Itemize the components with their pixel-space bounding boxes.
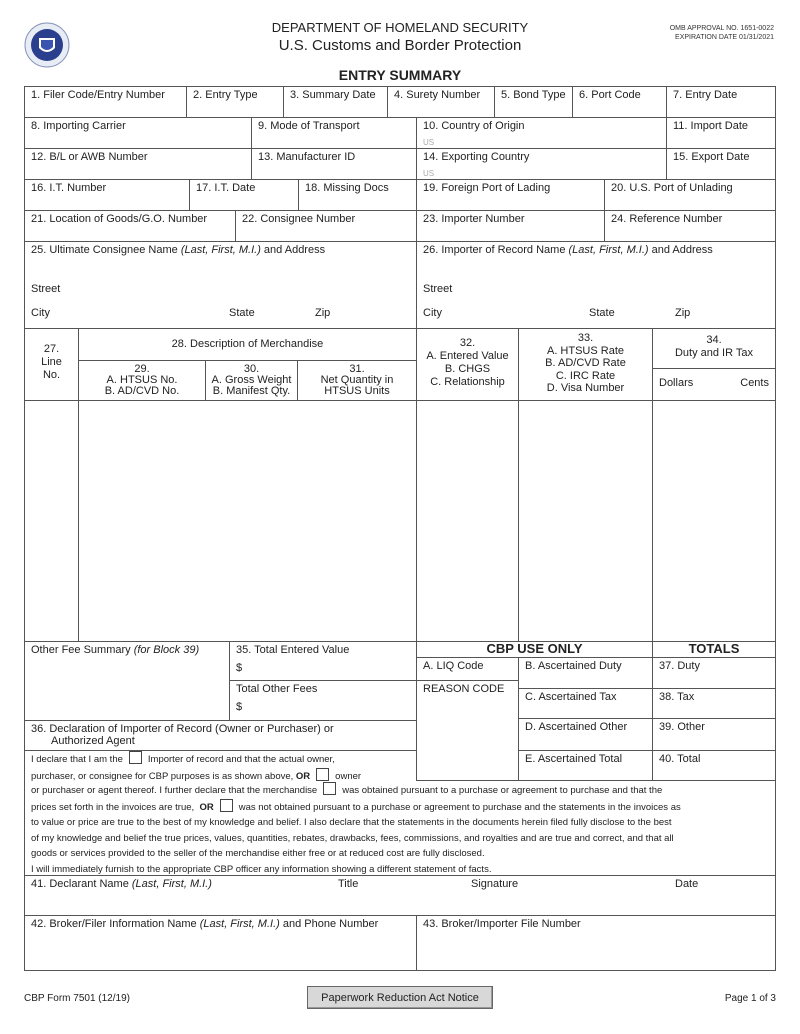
ascertained-other[interactable]	[518, 718, 653, 751]
label: 17. I.T. Date	[196, 182, 256, 194]
entered-value-column[interactable]	[416, 400, 519, 642]
label: 42. Broker/Filer Information Name	[31, 918, 200, 930]
text: purchaser, or consignee for CBP purposes is as shown above,	[31, 770, 294, 782]
omb-info	[670, 24, 774, 42]
field-17[interactable]	[189, 179, 299, 211]
label: 26. Importer of Record Name	[423, 244, 566, 256]
label: 25. Ultimate Consignee Name	[31, 244, 178, 256]
label: 10. Country of Origin	[423, 120, 525, 132]
label: 15. Export Date	[673, 151, 750, 163]
not-obtained-checkbox[interactable]	[220, 799, 233, 812]
field-7[interactable]	[666, 86, 776, 118]
col-31-header: 31. Net Quantity in HTSUS Units	[297, 360, 417, 401]
city-label: City	[423, 307, 442, 319]
field-38[interactable]	[652, 688, 776, 719]
col-34-subheader	[652, 368, 776, 401]
field-25[interactable]	[24, 241, 417, 329]
description-column[interactable]	[78, 400, 417, 642]
label: 12. B/L or AWB Number	[31, 151, 148, 163]
label-tail: and Address	[260, 244, 326, 256]
field-36	[24, 720, 417, 751]
expiration-date: EXPIRATION DATE 01/31/2021	[675, 34, 774, 41]
label: 39. Other	[659, 721, 705, 733]
label: 36. Declaration of Importer of Record (Owner or Purchaser) or	[31, 723, 334, 735]
label: 37. Duty	[659, 660, 700, 672]
field-6[interactable]	[572, 86, 667, 118]
field-2[interactable]	[186, 86, 284, 118]
label: C. Ascertained Tax	[525, 691, 617, 703]
text: I will immediately furnish to the appropriate CBP officer any information showing a different statement of facts.	[31, 863, 492, 875]
text: I declare that I am the	[31, 754, 123, 765]
label: 38. Tax	[659, 691, 695, 703]
field-15[interactable]	[666, 148, 776, 180]
importer-checkbox[interactable]	[129, 751, 142, 764]
omb-approval: OMB APPROVAL NO. 1651-0022	[669, 25, 774, 32]
country-hint: US	[423, 138, 435, 147]
or-label: OR	[295, 770, 311, 782]
label: 5. Bond Type	[501, 89, 566, 101]
label: 24. Reference Number	[611, 213, 723, 225]
city-label: City	[31, 307, 50, 319]
col-29-header: 29. A. HTSUS No. B. AD/CVD No.	[78, 360, 206, 401]
page-number: Page 1 of 3	[724, 993, 776, 1004]
label: Total Other Fees	[236, 683, 318, 695]
label: 6. Port Code	[579, 89, 641, 101]
field-26[interactable]	[416, 241, 776, 329]
cents-label: Cents	[740, 377, 769, 389]
field-42[interactable]	[24, 915, 417, 971]
col-34-header: 34. Duty and IR Tax	[652, 328, 776, 369]
col-27-header: 27. Line No.	[24, 328, 79, 401]
text: goods or services provided to the seller of the merchandise either free or at reduced cost are fully disclosed.	[31, 848, 485, 859]
field-22[interactable]	[235, 210, 417, 242]
label: 8. Importing Carrier	[31, 120, 126, 132]
country-hint: US	[423, 169, 435, 178]
obtained-checkbox[interactable]	[323, 782, 336, 795]
field-10[interactable]	[416, 117, 667, 149]
dollar-sign: $	[236, 701, 243, 713]
ascertained-tax[interactable]	[518, 688, 653, 719]
col-28-header: 28. Description of Merchandise	[78, 328, 417, 361]
field-16[interactable]	[24, 179, 190, 211]
declaration-text-top	[31, 751, 411, 784]
label: D. Ascertained Other	[525, 721, 628, 733]
field-37[interactable]	[652, 657, 776, 689]
label-italic: (Last, First, M.I.)	[199, 918, 280, 930]
field-19[interactable]	[416, 179, 605, 211]
street-label: Street	[31, 283, 61, 295]
field-9[interactable]	[251, 117, 417, 149]
col-32-header: 32. A. Entered Value B. CHGS C. Relationship	[416, 328, 519, 401]
label: 40. Total	[659, 753, 701, 765]
label: 35. Total Entered Value	[236, 644, 350, 656]
form-title: ENTRY SUMMARY	[338, 67, 462, 83]
label: E. Ascertained Total	[525, 753, 623, 765]
date-label: Date	[675, 878, 699, 890]
label-2: Authorized Agent	[51, 735, 135, 747]
field-24[interactable]	[604, 210, 776, 242]
street-label: Street	[423, 283, 453, 295]
label: 3. Summary Date	[290, 89, 376, 101]
field-3[interactable]	[283, 86, 388, 118]
field-35[interactable]	[229, 641, 417, 681]
label: 7. Entry Date	[673, 89, 738, 101]
field-12[interactable]	[24, 148, 252, 180]
text: to value or price are true to the best of my knowledge and belief. I also declare that the statements in the documents herein filed fully disclose to the best	[31, 817, 672, 828]
field-21[interactable]	[24, 210, 236, 242]
text: or purchaser or agent thereof. I further declare that the merchandise	[31, 785, 318, 796]
label: A. LIQ Code	[423, 660, 484, 672]
declaration-text	[31, 782, 776, 877]
field-20[interactable]	[604, 179, 776, 211]
label-italic: (Last, First, M.I.)	[180, 244, 261, 256]
field-39[interactable]	[652, 718, 776, 751]
label-tail: and Phone Number	[279, 918, 379, 930]
total-other-fees[interactable]	[229, 680, 417, 721]
label: B. Ascertained Duty	[525, 660, 622, 672]
label-italic: (for Block 39)	[133, 644, 200, 656]
col-33-header: 33. A. HTSUS Rate B. AD/CVD Rate C. IRC Rate D. Visa Number	[518, 328, 653, 401]
text: of my knowledge and belief the true prices, values, quantities, rebates, drawbacks, fees, commissions, and royalties and are true and correct, and that all	[31, 832, 674, 844]
zip-label: Zip	[315, 307, 331, 319]
line-no-column[interactable]	[24, 400, 79, 642]
col-30-header: 30. A. Gross Weight B. Manifest Qty.	[205, 360, 298, 401]
label: Other Fee Summary	[31, 644, 134, 656]
text: Importer of record and that the actual owner,	[147, 754, 335, 765]
department-name: DEPARTMENT OF HOMELAND SECURITY	[271, 20, 529, 35]
label: 19. Foreign Port of Lading	[423, 182, 551, 194]
totals-header: TOTALS	[652, 641, 776, 658]
field-13[interactable]	[251, 148, 417, 180]
text: prices set forth in the invoices are true,	[31, 801, 195, 813]
or-label: OR	[199, 801, 214, 813]
owner-checkbox[interactable]	[316, 768, 329, 781]
label: 9. Mode of Transport	[258, 120, 360, 132]
label: 13. Manufacturer ID	[258, 151, 356, 163]
label: 23. Importer Number	[423, 213, 525, 225]
zip-label: Zip	[675, 307, 691, 319]
field-5[interactable]	[494, 86, 573, 118]
rate-column[interactable]	[518, 400, 653, 642]
paperwork-reduction-act-button[interactable]: Paperwork Reduction Act Notice	[307, 986, 493, 1009]
label: 43. Broker/Importer File Number	[423, 918, 581, 930]
label: 2. Entry Type	[193, 89, 258, 101]
dollar-sign: $	[236, 662, 243, 674]
label: 16. I.T. Number	[31, 182, 107, 194]
label: 41. Declarant Name	[31, 878, 132, 890]
ascertained-duty[interactable]	[518, 657, 653, 689]
other-fee-summary[interactable]	[24, 641, 230, 721]
label: 18. Missing Docs	[305, 182, 389, 194]
label: REASON CODE	[423, 683, 505, 695]
label-tail: and Address	[648, 244, 713, 256]
text: owner	[335, 770, 362, 782]
title-label: Title	[338, 878, 359, 890]
field-43[interactable]	[416, 915, 776, 971]
dollars-label: Dollars	[659, 377, 694, 389]
label: 11. Import Date	[673, 120, 748, 132]
state-label: State	[589, 307, 615, 319]
field-4[interactable]	[387, 86, 495, 118]
label: 1. Filer Code/Entry Number	[31, 89, 165, 101]
field-14[interactable]	[416, 148, 667, 180]
form-number: CBP Form 7501 (12/19)	[24, 993, 130, 1004]
state-label: State	[229, 307, 255, 319]
field-23[interactable]	[416, 210, 605, 242]
label: 22. Consignee Number	[242, 213, 356, 225]
signature-label: Signature	[471, 878, 519, 890]
label-italic: (Last, First, M.I.)	[131, 878, 212, 890]
field-41[interactable]	[24, 875, 776, 916]
agency-name: U.S. Customs and Border Protection	[278, 37, 522, 54]
cbp-use-only-header: CBP USE ONLY	[416, 641, 653, 658]
label-italic: (Last, First, M.I.)	[568, 244, 649, 256]
text: was not obtained pursuant to a purchase or agreement to purchase and the statements in the invoices as	[238, 801, 681, 813]
label: 14. Exporting Country	[423, 151, 530, 163]
field-11[interactable]	[666, 117, 776, 149]
label: 21. Location of Goods/G.O. Number	[31, 213, 208, 225]
field-8[interactable]	[24, 117, 252, 149]
label: 4. Surety Number	[394, 89, 481, 101]
duty-column[interactable]	[652, 400, 776, 642]
field-18[interactable]	[298, 179, 417, 211]
text: was obtained pursuant to a purchase or agreement to purchase and that the	[342, 785, 663, 796]
field-1[interactable]	[24, 86, 187, 118]
label: 20. U.S. Port of Unlading	[611, 182, 733, 194]
liq-code[interactable]	[416, 657, 519, 681]
